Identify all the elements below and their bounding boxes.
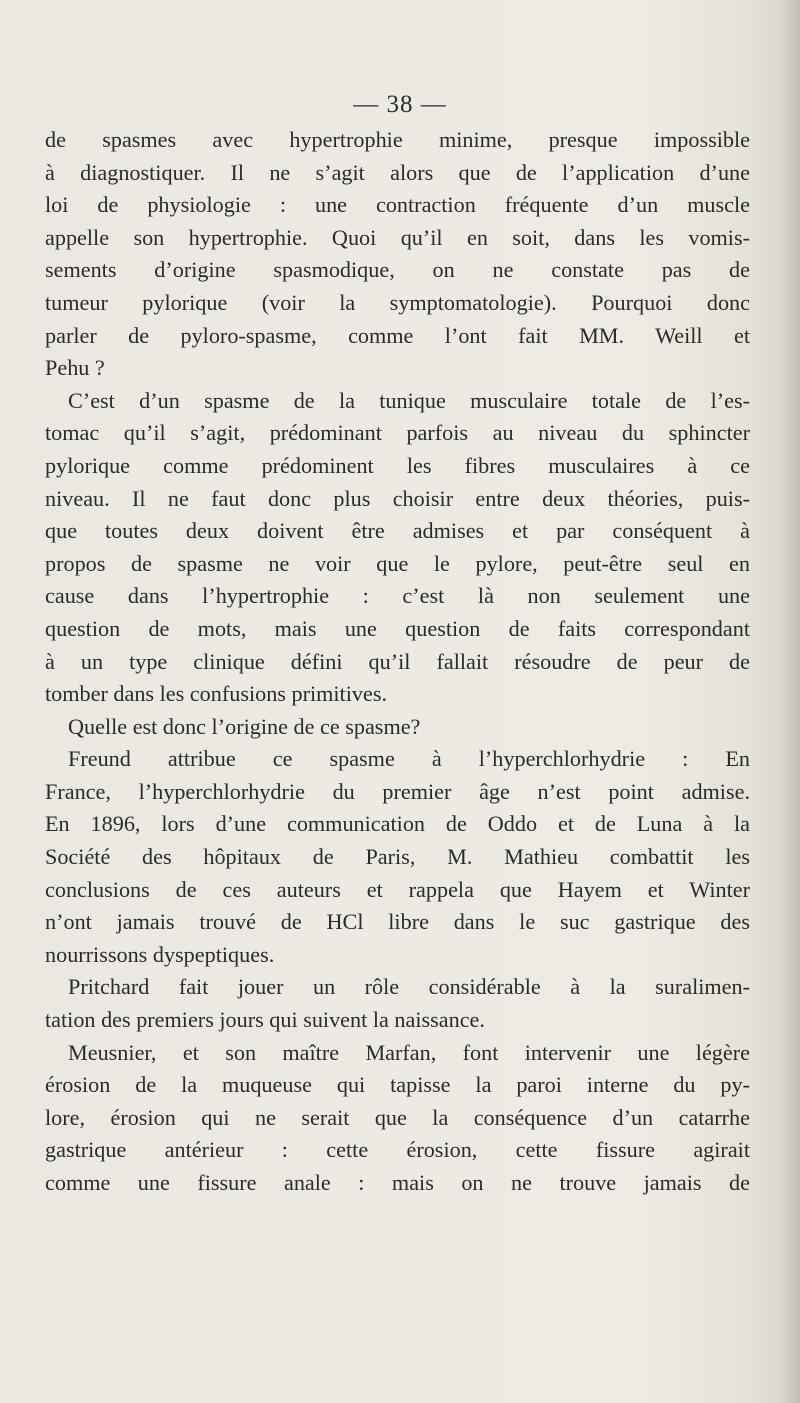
text-line: C’est d’un spasme de la tunique musculaire totale de l’es- xyxy=(68,387,750,413)
text-line: tomber dans les confusions primitives. xyxy=(45,681,388,707)
text-line: à un type clinique défini qu’il fallait résoudre de peur de xyxy=(45,648,750,674)
text-line: gastrique antérieur : cette érosion, cette fissure agirait xyxy=(45,1137,750,1163)
text-line: érosion de la muqueuse qui tapisse la paroi interne du py- xyxy=(45,1072,750,1098)
text-line: cause dans l’hypertrophie : c’est là non seulement une xyxy=(45,583,750,609)
text-line: conclusions de ces auteurs et rappela que Hayem et Winter xyxy=(45,876,750,902)
text-line: parler de pyloro-spasme, comme l’ont fait MM. Weill et xyxy=(45,322,750,348)
text-line: question de mots, mais une question de faits correspondant xyxy=(45,615,750,641)
text-line: Quelle est donc l’origine de ce spasme? xyxy=(68,713,421,739)
text-line: nourrissons dyspeptiques. xyxy=(45,941,275,967)
text-line: que toutes deux doivent être admises et par conséquent à xyxy=(45,518,750,544)
text-line: Pehu ? xyxy=(45,355,105,381)
text-line: En 1896, lors d’une communication de Oddo et de Luna à la xyxy=(45,811,750,837)
text-line: tation des premiers jours qui suivent la naissance. xyxy=(45,1007,485,1033)
text-line: n’ont jamais trouvé de HCl libre dans le suc gastrique des xyxy=(45,909,750,935)
text-line: propos de spasme ne voir que le pylore, peut-être seul en xyxy=(45,550,750,576)
text-line: tomac qu’il s’agit, prédominant parfois au niveau du sphincter xyxy=(45,420,750,446)
text-line: France, l’hyperchlorhydrie du premier âge n’est point admise. xyxy=(45,778,750,804)
text-line: Meusnier, et son maître Marfan, font intervenir une légère xyxy=(68,1039,750,1065)
text-line: à diagnostiquer. Il ne s’agit alors que de l’application d’une xyxy=(45,159,750,185)
page-edge-shadow xyxy=(782,0,800,1403)
text-line: comme une fissure anale : mais on ne trouve jamais de xyxy=(45,1170,750,1195)
text-line: Société des hôpitaux de Paris, M. Mathieu combattit les xyxy=(45,844,750,870)
body-text xyxy=(45,124,750,1200)
text-line: sements d’origine spasmodique, on ne constate pas de xyxy=(45,257,750,283)
text-line: niveau. Il ne faut donc plus choisir entre deux théories, puis- xyxy=(45,485,750,511)
text-line: lore, érosion qui ne serait que la conséquence d’un catarrhe xyxy=(45,1104,750,1130)
text-line: loi de physiologie : une contraction fréquente d’un muscle xyxy=(45,192,750,218)
text-line: pylorique comme prédominent les fibres musculaires à ce xyxy=(45,452,750,478)
page-number: — 38 — xyxy=(353,91,447,118)
text-line: de spasmes avec hypertrophie minime, presque impossible xyxy=(45,127,750,152)
text-line: Pritchard fait jouer un rôle considérable à la suralimen- xyxy=(68,974,750,1000)
text-line: tumeur pylorique (voir la symptomatologie). Pourquoi donc xyxy=(45,289,750,315)
text-line: Freund attribue ce spasme à l’hyperchlorhydrie : En xyxy=(68,746,750,772)
text-line: appelle son hypertrophie. Quoi qu’il en soit, dans les vomis- xyxy=(45,224,750,250)
